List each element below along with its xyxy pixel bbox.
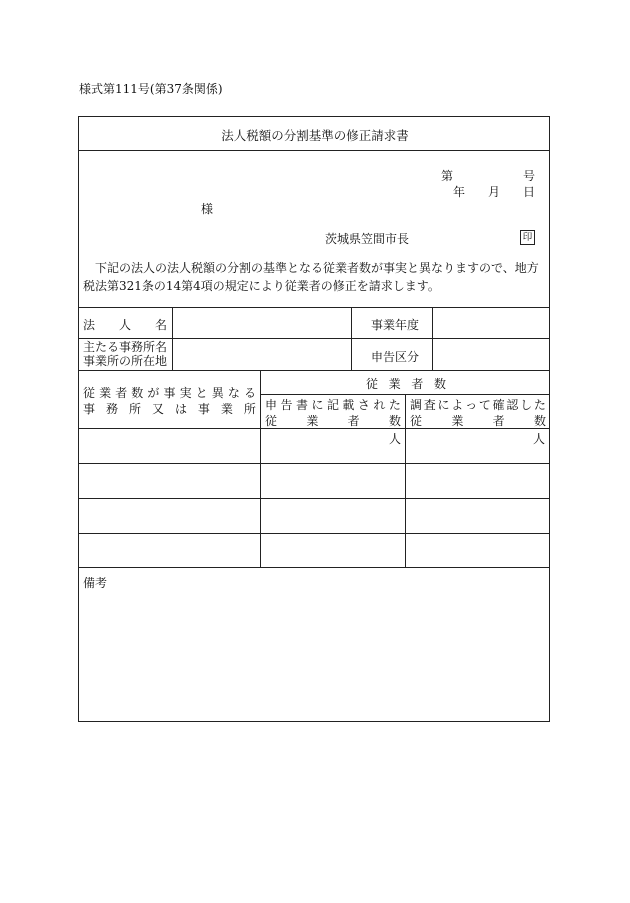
filing-type-label: 申告区分 [371, 350, 420, 364]
divider-data-row4 [79, 567, 549, 568]
divider-data-row2 [79, 498, 549, 499]
doc-number-prefix: 第 [441, 169, 454, 183]
date-month-label: 月 [488, 185, 501, 199]
confirmed-header-line2: 従 業 者 数 [410, 414, 546, 428]
declared-unit-label: 人 [389, 432, 402, 446]
seal-label: 印 [522, 232, 533, 243]
remarks-label: 備考 [83, 576, 108, 590]
divider-data-row1 [79, 463, 549, 464]
request-form [78, 116, 550, 722]
form-title: 法人税額の分割基準の修正請求書 [221, 128, 409, 143]
divider-col-value [351, 307, 352, 370]
divider-col-label [172, 307, 173, 370]
date-day-label: 日 [523, 185, 536, 199]
issuer-name: 茨城県笠間市長 [325, 232, 410, 246]
declared-header-line1: 申 告 書 に 記 載 さ れ た [265, 398, 401, 412]
divider-col-declared [405, 394, 406, 567]
doc-number-suffix: 号 [523, 169, 536, 183]
business-year-label: 事業年度 [371, 318, 420, 332]
divider-row2 [79, 370, 549, 371]
addressee-honorific: 様 [201, 202, 214, 216]
mismatch-label-line1: 従 業 者 数 が 事 実 と 異 な る [83, 386, 256, 400]
divider-title [79, 150, 549, 151]
office-label-line1: 主たる事務所名 [83, 340, 168, 354]
request-body-text: 下記の法人の法人税額の分割の基準となる従業者数が事実と異なりますので、地方税法第321条の14第4項の規定により従業者の修正を請求します。 [83, 261, 539, 293]
declared-header-line2: 従 業 者 数 [265, 414, 401, 428]
divider-data-row3 [79, 533, 549, 534]
seal-mark [520, 230, 535, 245]
divider-col-office [260, 370, 261, 567]
confirmed-unit-label: 人 [533, 432, 546, 446]
divider-table-top [79, 307, 549, 308]
divider-row1 [79, 338, 549, 339]
corp-name-label: 法 人 名 [83, 318, 167, 332]
mismatch-label-line2: 事 務 所 又 は 事 業 所 [83, 402, 256, 416]
office-label-line2: 事業所の所在地 [83, 354, 168, 368]
confirmed-header-line1: 調 査 に よ っ て 確 認 し た [410, 398, 546, 412]
date-year-label: 年 [453, 185, 466, 199]
divider-col-right [432, 307, 433, 370]
employees-header: 従 業 者 数 [366, 377, 446, 391]
form-number-label: 様式第111号(第37条関係) [79, 82, 223, 96]
